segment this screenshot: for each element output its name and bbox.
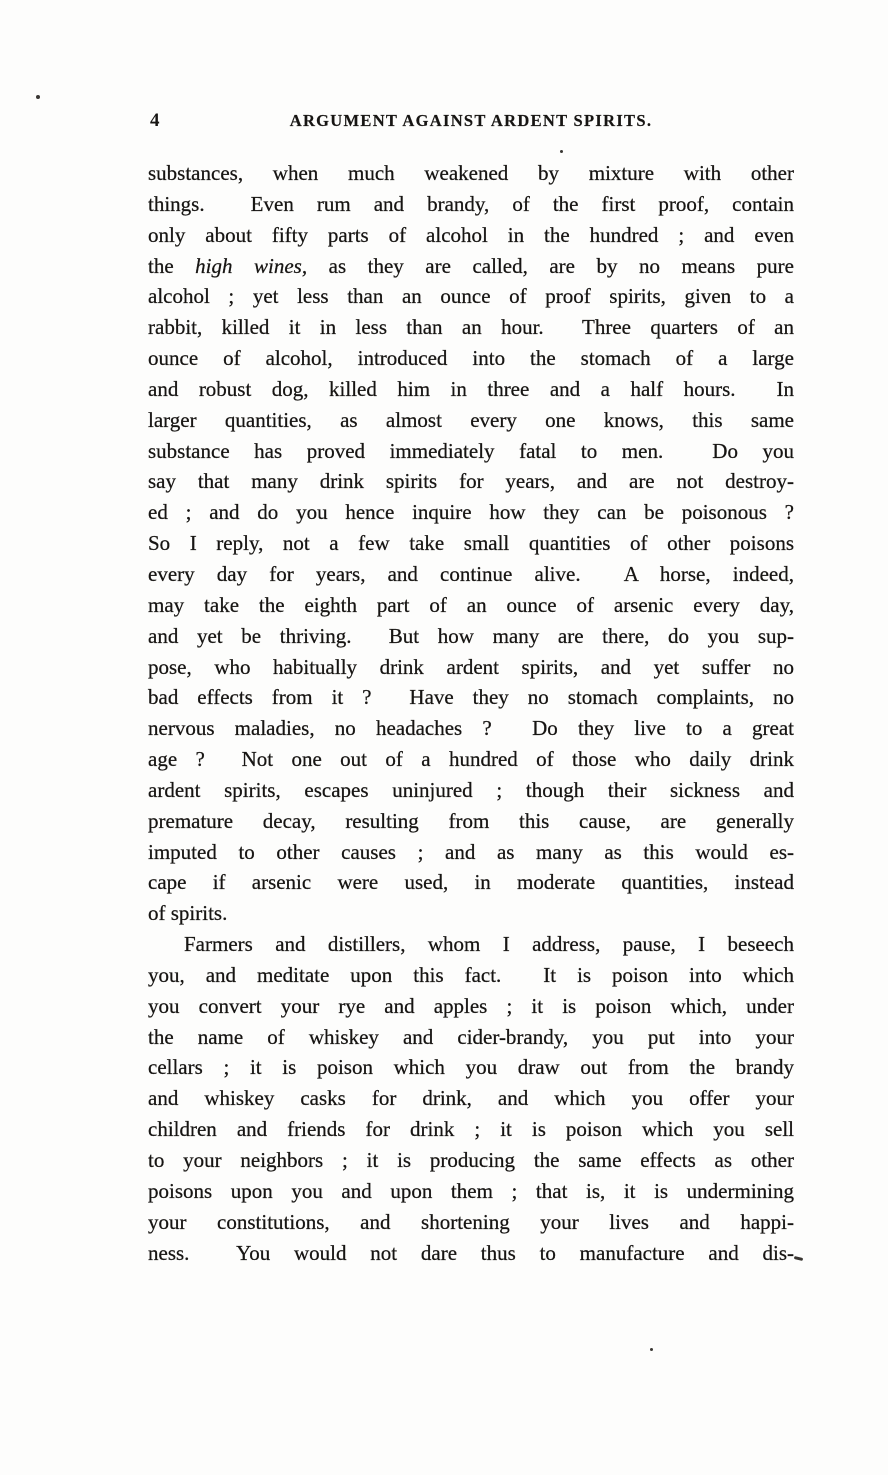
scan-artifact <box>650 1348 653 1351</box>
italic-text-run: high wines, <box>195 253 308 278</box>
text-run: may take the eighth part of an ounce of arsenic every day, <box>148 592 794 617</box>
text-run: larger quantities, as almost every one knows, this same <box>148 407 794 432</box>
text-run: ed ; and do you hence inquire how they can be poisonous ? <box>148 500 794 525</box>
page-number: 4 <box>150 110 160 131</box>
text-run: as they are called, are by no means pure <box>307 253 794 278</box>
text-line <box>148 713 794 744</box>
text-line <box>148 497 794 528</box>
body-text <box>148 158 794 1268</box>
text-line <box>148 405 794 436</box>
text-line <box>148 867 794 898</box>
text-run: poisons upon you and upon them ; that is, it is undermining <box>148 1178 794 1203</box>
text-run: ardent spirits, escapes uninjured ; though their sickness and <box>148 777 794 802</box>
text-line <box>148 189 794 220</box>
text-run: you convert your rye and apples ; it is poison which, under <box>148 993 794 1018</box>
text-run: of spirits. <box>148 901 228 926</box>
text-run: ounce of alcohol, introduced into the stomach of a large <box>148 346 794 371</box>
text-run: rabbit, killed it in less than an hour. Three quarters of an <box>148 315 794 340</box>
text-run: premature decay, resulting from this cause, are generally <box>148 808 794 833</box>
text-line <box>148 590 794 621</box>
text-line <box>148 1022 794 1053</box>
text-run: cape if arsenic were used, in moderate quantities, instead <box>148 870 794 895</box>
text-run: cellars ; it is poison which you draw out from the brandy <box>148 1055 794 1080</box>
text-line <box>148 1114 794 1145</box>
text-line <box>148 929 794 960</box>
text-run: Farmers and distillers, whom I address, pause, I beseech <box>184 932 794 957</box>
text-line <box>148 898 794 929</box>
running-title: ARGUMENT AGAINST ARDENT SPIRITS. <box>289 111 653 130</box>
text-line <box>148 220 794 251</box>
text-line <box>148 312 794 343</box>
text-line <box>148 1207 794 1238</box>
text-run: and robust dog, killed him in three and a half hours. In <box>148 376 794 401</box>
text-line <box>148 559 794 590</box>
text-line <box>148 436 794 467</box>
text-run: and whiskey casks for drink, and which you offer your <box>148 1086 794 1111</box>
text-run: ness. You would not dare thus to manufacture and dis- <box>148 1240 794 1265</box>
text-line <box>148 621 794 652</box>
text-run: So I reply, not a few take small quantities of other poisons <box>148 531 794 556</box>
text-run: the name of whiskey and cider-brandy, you put into your <box>148 1024 794 1049</box>
text-line <box>148 991 794 1022</box>
text-run: things. Even rum and brandy, of the first proof, contain <box>148 191 794 216</box>
text-run: every day for years, and continue alive. A horse, indeed, <box>148 561 794 586</box>
text-run: say that many drink spirits for years, and are not destroy- <box>148 469 794 494</box>
text-line <box>148 158 794 189</box>
text-line <box>148 251 794 282</box>
text-line <box>148 281 794 312</box>
text-line <box>148 744 794 775</box>
text-line <box>148 806 794 837</box>
text-line <box>148 374 794 405</box>
text-line <box>148 528 794 559</box>
text-run: the <box>148 253 196 278</box>
text-line <box>148 682 794 713</box>
text-run: you, and meditate upon this fact. It is poison into which <box>148 962 794 987</box>
scan-artifact <box>560 150 563 153</box>
text-line <box>148 775 794 806</box>
text-line <box>148 837 794 868</box>
page-header <box>148 108 794 136</box>
text-run: nervous maladies, no headaches ? Do they live to a great <box>148 716 794 741</box>
text-run: your constitutions, and shortening your lives and happi- <box>148 1209 794 1234</box>
text-run: and yet be thriving. But how many are there, do you sup- <box>148 623 794 648</box>
text-run: substance has proved immediately fatal to men. Do you <box>148 438 794 463</box>
text-run: imputed to other causes ; and as many as this would es- <box>148 839 794 864</box>
text-line <box>148 1238 794 1269</box>
text-run: children and friends for drink ; it is poison which you sell <box>148 1117 794 1142</box>
text-run: substances, when much weakened by mixture with other <box>148 161 794 185</box>
text-line <box>148 1083 794 1114</box>
scan-artifact <box>36 95 40 99</box>
scan-artifact <box>794 1256 803 1261</box>
text-run: age ? Not one out of a hundred of those who daily drink <box>148 747 794 772</box>
text-run: bad effects from it ? Have they no stomach complaints, no <box>148 685 794 710</box>
text-line <box>148 960 794 991</box>
text-line <box>148 466 794 497</box>
text-run: only about fifty parts of alcohol in the hundred ; and even <box>148 222 794 247</box>
text-run: pose, who habitually drink ardent spirits, and yet suffer no <box>148 654 794 679</box>
text-line <box>148 343 794 374</box>
text-line <box>148 1145 794 1176</box>
text-line <box>148 1052 794 1083</box>
text-line <box>148 1176 794 1207</box>
text-run: alcohol ; yet less than an ounce of proof spirits, given to a <box>148 284 794 309</box>
text-line <box>148 652 794 683</box>
text-run: to your neighbors ; it is producing the same effects as other <box>148 1148 794 1172</box>
